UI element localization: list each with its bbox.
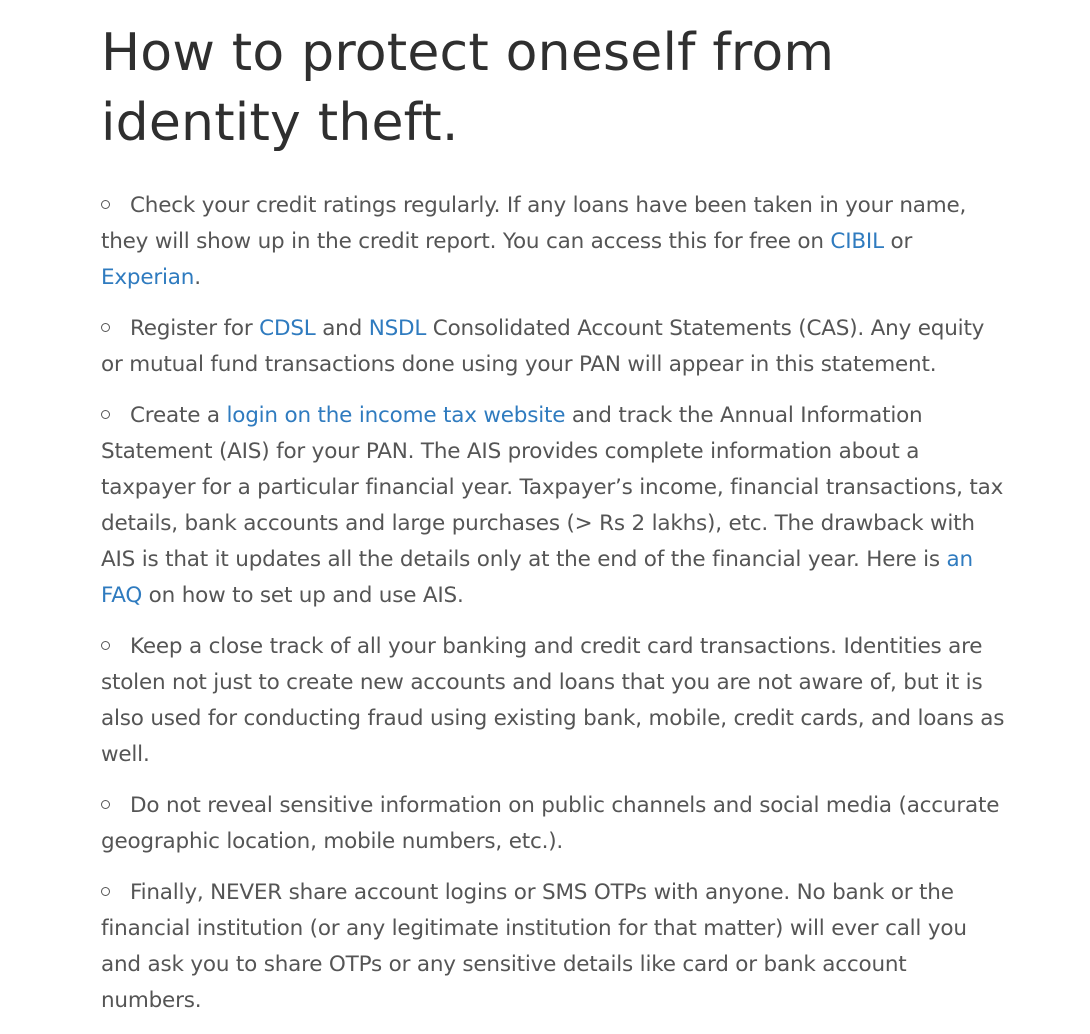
income-tax-login-link[interactable]: login on the income tax website [226,403,566,428]
tip-text: and [315,316,369,341]
tip-text: Create a [130,403,227,428]
hollow-bullet-icon [101,200,110,209]
list-item [101,875,1006,1019]
tip-text: Consolidated Account Statements (CAS). Any equity or mutual fund transactions done using your PAN will appear in this statement. [101,316,985,377]
tip-text: Keep a close track of all your banking and credit card transactions. Identities are stolen not just to create new accounts and loans that you are not aware of, but it is also used for conducting fraud using existing bank, mobile, credit cards, and loans as well. [101,634,1005,767]
cdsl-link[interactable]: CDSL [259,316,316,341]
page-title: How to protect oneself from identity theft. [101,23,835,153]
list-item [101,788,1006,860]
tip-text: . [194,265,201,290]
cibil-link[interactable]: CIBIL [830,229,884,254]
hollow-bullet-icon [101,887,110,896]
nsdl-link[interactable]: NSDL [368,316,427,341]
tips-list [101,188,1006,1019]
hollow-bullet-icon [101,800,110,809]
hollow-bullet-icon [101,323,110,332]
tip-text: Do not reveal sensitive information on public channels and social media (accurate geographic location, mobile numbers, etc.). [101,793,1000,854]
list-item [101,188,1006,296]
experian-link[interactable]: Experian [101,265,195,290]
tip-text: Register for [130,316,260,341]
tip-text: or [883,229,913,254]
tip-text: on how to set up and use AIS. [142,583,464,608]
hollow-bullet-icon [101,641,110,650]
tip-text: Finally, NEVER share account logins or SMS OTPs with anyone. No bank or the financial institution (or any legitimate institution for that matter) will ever call you and ask you to share OTPs or any sensitive details like card or bank account numbers. [101,880,967,1013]
tip-text: Check your credit ratings regularly. If any loans have been taken in your name, they will show up in the credit report. You can access this for free on [101,193,967,254]
list-item [101,629,1006,773]
article [101,18,1006,1034]
tip-text: and track the Annual Information Statement (AIS) for your PAN. The AIS provides complete information about a taxpayer for a particular financial year. Taxpayer’s income, financial transactions, tax details, bank accounts and large purchases (> Rs 2 lakhs), etc. The drawback with AIS is that it updates all the details only at the end of the financial year. Here is [101,403,1004,572]
list-item [101,311,1006,383]
ais-faq-link[interactable]: an FAQ [101,547,973,608]
list-item [101,398,1006,614]
hollow-bullet-icon [101,410,110,419]
